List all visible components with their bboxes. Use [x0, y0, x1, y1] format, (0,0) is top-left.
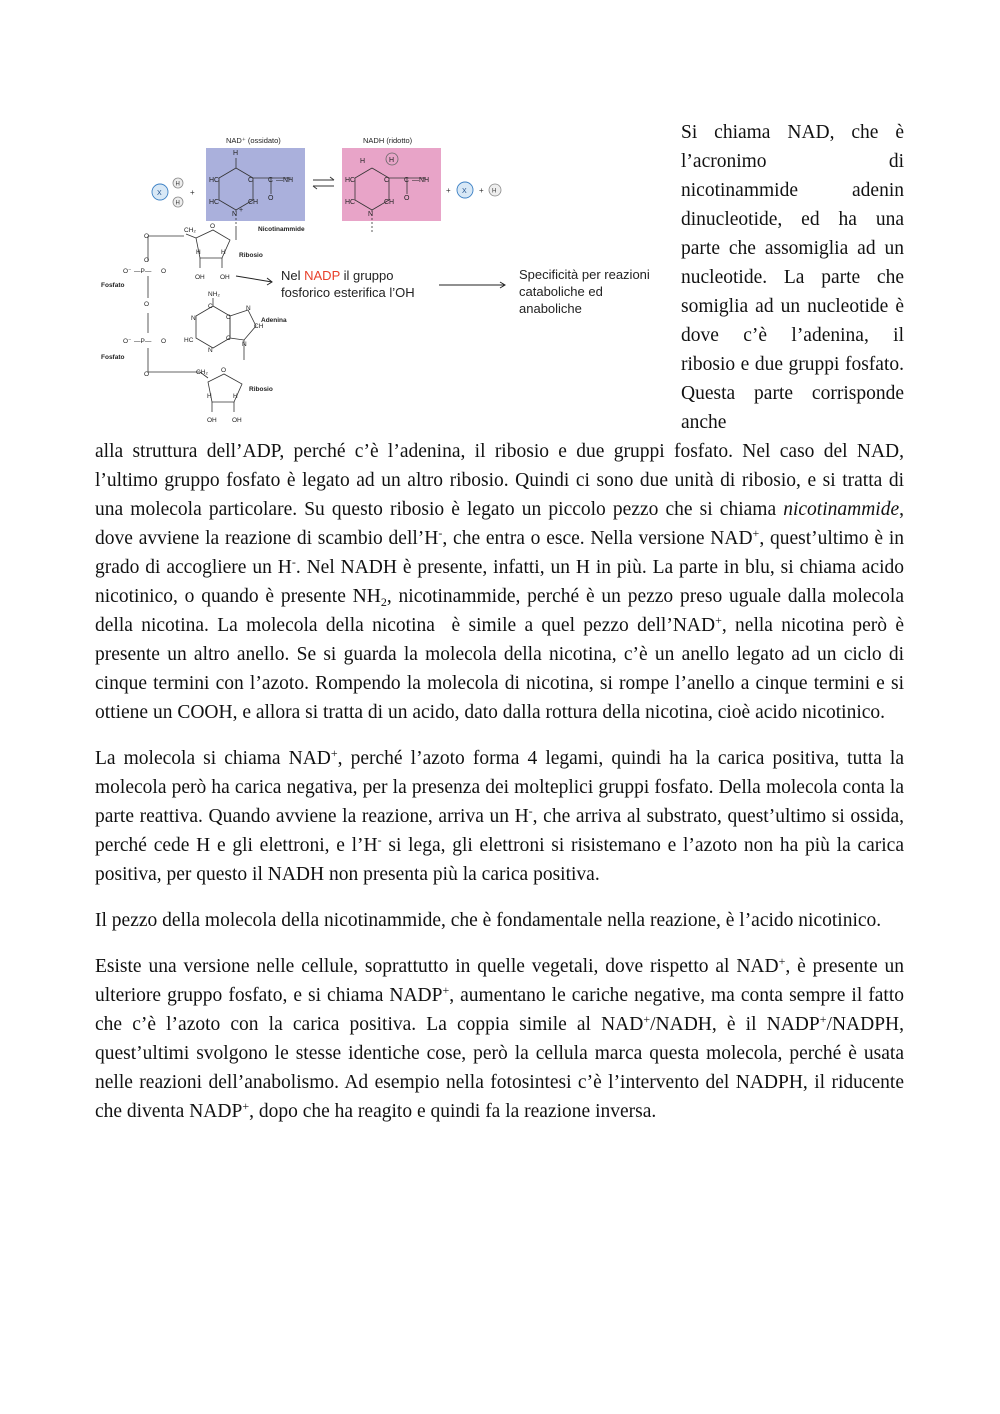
- svg-text:OH: OH: [232, 417, 242, 424]
- svg-text:O: O: [161, 268, 167, 275]
- svg-text:C: C: [208, 303, 213, 310]
- svg-text:N: N: [246, 305, 251, 312]
- svg-text:—NH: —NH: [412, 177, 430, 184]
- svg-text:CH: CH: [384, 199, 395, 206]
- svg-text:HC: HC: [209, 199, 220, 206]
- svg-text:OH: OH: [195, 274, 205, 281]
- svg-text:CH: CH: [254, 323, 264, 330]
- svg-text:H: H: [175, 200, 180, 207]
- svg-text:O: O: [144, 301, 150, 308]
- svg-text:O: O: [144, 233, 150, 240]
- svg-text:H: H: [207, 393, 212, 400]
- nicotinamide-label: Nicotinammide: [258, 226, 305, 233]
- paragraph-2: La molecola si chiama NAD+, perché l’azoto forma 4 legami, quindi ha la carica positiva, tutta la molecola però ha carica negativa, per la presenza dei molteplici gruppi fosfato. Della molecola conta la parte reattiva. Quando avviene la reazione, arriva un H-, che arriva al substrato, quest’ultimo si ossida, perché cede H e gli elettroni, e l’H- si lega, gli elettroni si risistemano e l’azoto non ha più la carica positiva, per questo il NADH non presenta più la carica positiva.: [95, 746, 904, 885]
- svg-text:CH₂: CH₂: [196, 369, 208, 376]
- svg-text:C: C: [268, 177, 274, 184]
- svg-text:H: H: [492, 188, 497, 195]
- svg-text:H: H: [233, 393, 238, 400]
- paragraph-1: alla struttura dell’ADP, perché c’è l’adenina, il ribosio e due gruppi fosfato. Nel caso del NAD, l’ultimo gruppo fosfato è legato ad un altro ribosio. Quindi ci sono due unità di ribosio, e si tratta di una molecola particolare. Su questo ribosio è legato un piccolo pezzo che si chiama nicotinammide, dove avviene la reazione di scambio dell’H-, che entra o esce. Nella versione NAD+, quest’ultimo è in grado di accogliere un H-. Nel NADH è presente, infatti, un H in più. La parte in blu, si chiama acido nicotinico, o quando è presente $NH_2$, nicotinammide, perché è un pezzo preso uguale dalla molecola della nicotina. La molecola della nicotina è simile a quel pezzo dell’NAD+, nella nicotina però è presente un altro anello. Se si guarda la molecola della nicotina, c’è un anello legato ad un ciclo di cinque termini con l’azoto. Rompendo la molecola di nicotina, si rompe l’anello a cinque termini e si ottiene un COOH, e allora si tratta di un acido, dato dalla rottura della nicotina, cioè acido nicotinico.: [95, 441, 904, 723]
- svg-text:O: O: [268, 195, 274, 202]
- equilibrium-arrow-icon: [313, 177, 334, 189]
- svg-text:OH: OH: [220, 274, 230, 281]
- nadh-reduced-label: NADH (ridotto): [363, 136, 413, 145]
- svg-text:HC: HC: [345, 177, 356, 184]
- ribose-label-upper: Ribosio: [239, 252, 263, 259]
- svg-text:N: N: [232, 211, 238, 218]
- nad-oxidized-box: [206, 148, 305, 221]
- svg-text:NH₂: NH₂: [208, 291, 220, 298]
- svg-text:C: C: [226, 335, 231, 342]
- main-text: [95, 437, 904, 1143]
- side-paragraph: Si chiama NAD, che è l’acronimo di nicotinammide adenin dinucleotide, ed ha una parte che assomiglia ad un nucleotide. La parte che somiglia ad un nucleotide è dove c’è l’adenina, il ribosio e due gruppi fosfato. Questa parte corrisponde anche: [681, 122, 904, 433]
- svg-text:N: N: [368, 211, 374, 218]
- svg-text:O: O: [161, 338, 167, 345]
- specificity-line3: anaboliche: [519, 301, 582, 316]
- svg-text:O: O: [221, 367, 227, 374]
- ribose-lower: [200, 372, 242, 412]
- svg-text:+: +: [239, 207, 244, 214]
- nadp-note-line1: Nel NADP il gruppo: [281, 268, 394, 283]
- svg-text:HC: HC: [184, 337, 194, 344]
- paragraph-4: Esiste una versione nelle cellule, soprattutto in quelle vegetali, dove rispetto al NAD+, è presente un ulteriore gruppo fosfato, e si chiama NADP+, aumentano le cariche negative, ma conta sempre il fatto che c’è l’azoto con la carica positiva. La coppia simile al NAD+/NADH, è il NADP+/NADPH, quest’ultimi svolgono le stesse identiche cose, però la cellula marca questa molecola, perché è usata nelle reazioni dell’anabolismo. Ad esempio nella fotosintesi c’è l’intervento del NADPH, il riducente che diventa NADP+, dopo che ha reagito e quindi fa la reazione inversa.: [95, 954, 904, 1122]
- svg-text:O⁻: O⁻: [123, 338, 132, 345]
- paragraph-3: Il pezzo della molecola della nicotinammide, che è fondamentale nella reazione, è l’acido nicotinico.: [95, 910, 882, 931]
- svg-text:HC: HC: [345, 199, 356, 206]
- nad-oxidized-label: NAD⁺ (ossidato): [226, 136, 281, 145]
- specificity-line2: cataboliche ed: [519, 284, 603, 299]
- svg-text:N: N: [191, 315, 196, 322]
- svg-text:N: N: [242, 341, 247, 348]
- svg-text:+: +: [190, 188, 195, 197]
- svg-text:N: N: [208, 347, 213, 354]
- svg-text:O⁻: O⁻: [123, 268, 132, 275]
- specificity-line1: Specificità per reazioni: [519, 267, 650, 282]
- svg-text:H: H: [389, 157, 395, 164]
- nadp-note-line2: fosforico esterifica l’OH: [281, 285, 415, 300]
- svg-text:HC: HC: [209, 177, 220, 184]
- svg-text:O: O: [210, 223, 216, 230]
- phosphate-label-1: Fosfato: [101, 282, 125, 289]
- svg-text:H: H: [233, 150, 239, 157]
- adenine-label: Adenina: [261, 317, 287, 324]
- svg-text:+: +: [446, 186, 451, 195]
- svg-text:O: O: [144, 257, 150, 264]
- svg-text:C: C: [226, 314, 231, 321]
- svg-text:+: +: [479, 186, 484, 195]
- svg-text:O: O: [144, 371, 150, 378]
- svg-text:H: H: [175, 181, 180, 188]
- svg-text:H: H: [360, 158, 366, 165]
- svg-text:O: O: [404, 195, 410, 202]
- svg-text:C: C: [384, 177, 390, 184]
- nad-structure-figure: [96, 128, 676, 428]
- svg-text:X: X: [462, 188, 467, 195]
- svg-text:—P—: —P—: [134, 268, 152, 275]
- svg-text:—NH: —NH: [276, 177, 294, 184]
- ribose-label-lower: Ribosio: [249, 386, 273, 393]
- phosphate-label-2: Fosfato: [101, 354, 125, 361]
- svg-text:C: C: [248, 177, 254, 184]
- svg-text:CH: CH: [248, 199, 259, 206]
- svg-text:H: H: [196, 249, 201, 256]
- svg-text:OH: OH: [207, 417, 217, 424]
- svg-text:H: H: [221, 249, 226, 256]
- phosphate-backbone: [148, 236, 200, 372]
- svg-text:X: X: [157, 190, 162, 197]
- svg-text:CH₂: CH₂: [184, 227, 196, 234]
- svg-text:—P—: —P—: [134, 338, 152, 345]
- nad-structure-diagram: [96, 128, 676, 428]
- italic-term: nicotinammide: [783, 499, 900, 520]
- svg-text:C: C: [404, 177, 410, 184]
